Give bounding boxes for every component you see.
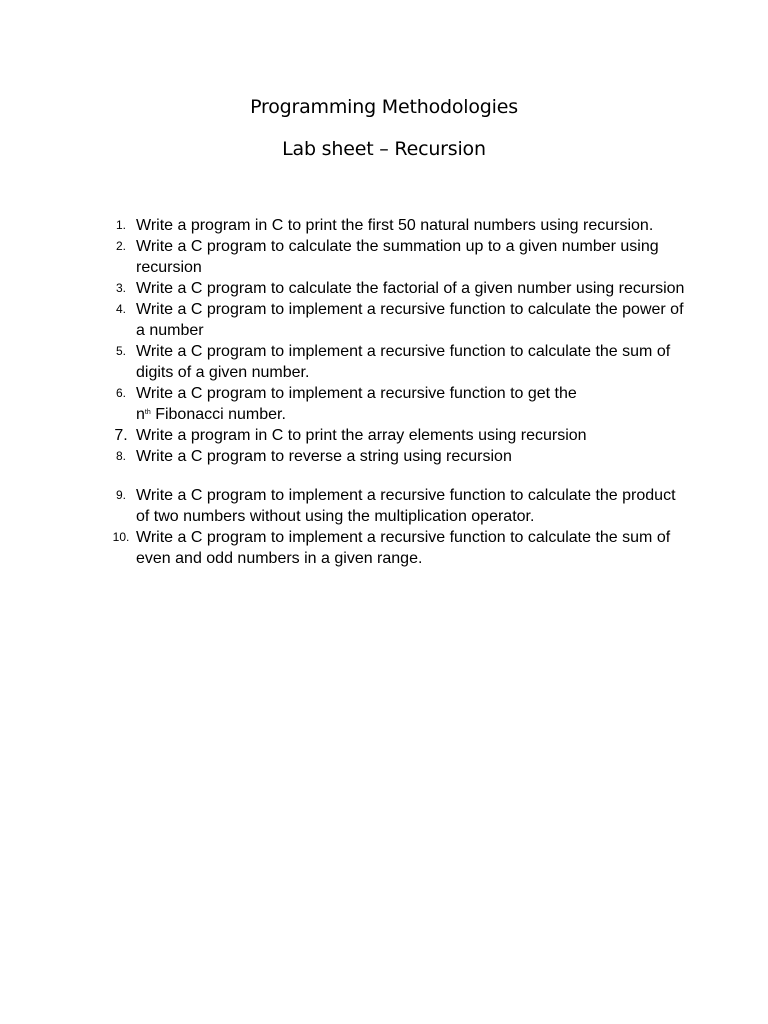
list-item: [106, 299, 686, 341]
item-number: 4.: [115, 302, 126, 316]
task-list: [106, 215, 686, 569]
item-number: 6.: [115, 386, 126, 400]
list-item: [106, 236, 686, 278]
list-item: [106, 383, 686, 425]
item-text: Write a C program to implement a recursive function to calculate the sum of even and odd numbers in a given range.: [136, 529, 671, 567]
list-item: [106, 446, 686, 467]
item-number: 2.: [115, 239, 126, 253]
item-number: 1.: [115, 218, 126, 232]
document-subtitle: Lab sheet – Recursion: [282, 138, 486, 160]
list-item: [106, 527, 686, 569]
item-text: Write a C program to reverse a string using recursion: [136, 448, 512, 465]
item-number: 8.: [115, 449, 126, 463]
item-text: Write a C program to calculate the summation up to a given number using recursion: [136, 238, 659, 276]
item-number: 7.: [114, 427, 128, 444]
item-number: 3.: [115, 281, 126, 295]
item-text: Write a program in C to print the array elements using recursion: [136, 427, 587, 444]
item-text-main: Write a C program to implement a recursive function to get the: [136, 385, 577, 402]
list-item: [106, 215, 686, 236]
item-text: Write a C program to implement a recursive function to calculate the power of a number: [136, 301, 684, 339]
item-number: 5.: [115, 344, 126, 358]
item-text: Write a C program to implement a recursive function to calculate the sum of digits of a given number.: [136, 343, 671, 381]
nth-base: n: [136, 406, 145, 423]
item-number: 9.: [115, 488, 126, 502]
list-item: [106, 278, 686, 299]
list-item: [106, 341, 686, 383]
item-text: [136, 383, 686, 425]
item-text: Write a program in C to print the first 50 natural numbers using recursion.: [136, 217, 654, 234]
list-item: [106, 425, 686, 446]
nth-superscript: th: [144, 409, 151, 416]
item-text-tail: Fibonacci number.: [150, 406, 286, 423]
item-number: 10.: [112, 530, 130, 544]
document-title: Programming Methodologies: [250, 96, 518, 118]
item-text: Write a C program to implement a recursive function to calculate the product of two numbers without using the multiplication operator.: [136, 487, 676, 525]
list-item: [106, 485, 686, 527]
item-text: Write a C program to calculate the factorial of a given number using recursion: [136, 280, 685, 297]
